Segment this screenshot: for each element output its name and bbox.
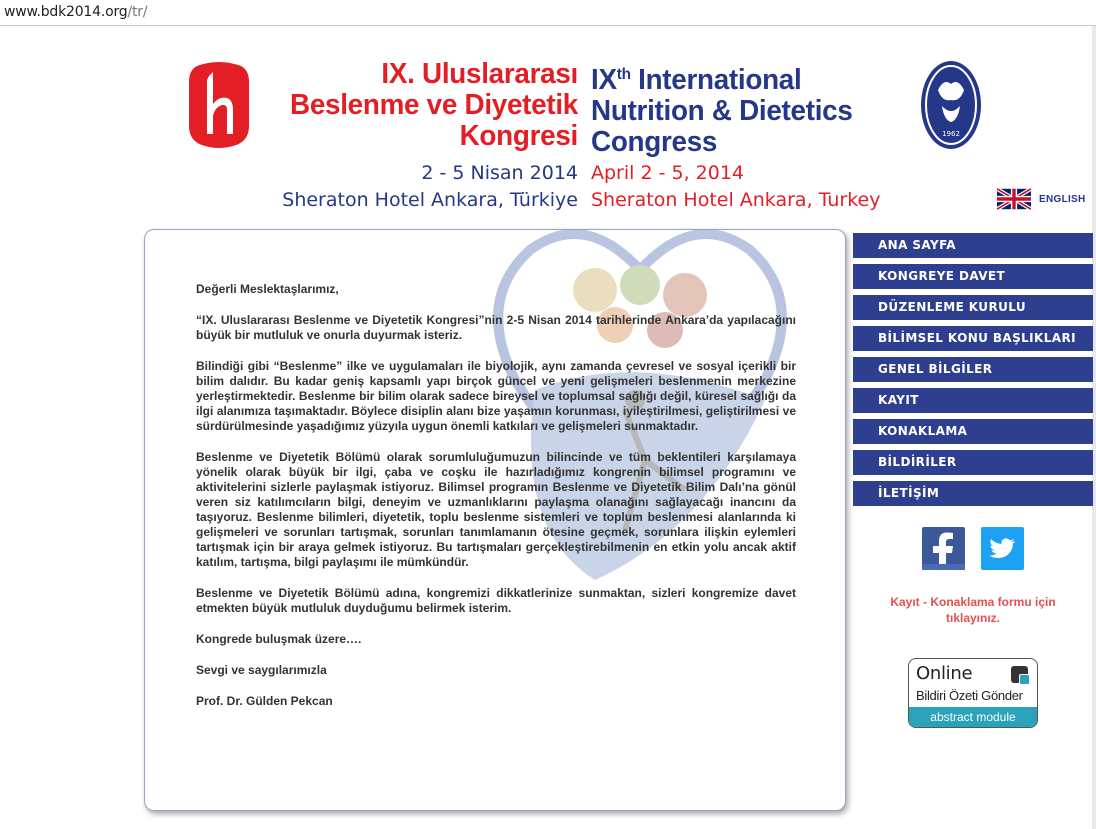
paragraph: Kongrede buluşmak üzere….	[196, 632, 362, 646]
paragraph: Bilindiği gibi “Beslenme” ilke ve uygulamaları ile biyolojik, aynı zamanda çevresel ve sosyal içerikli bir bilim dalıdır. Bu kadar geniş kapsamlı yapı birçok güncel ve yeni gelişmeleri beslenmenin merkezine yerleştirmektedir. Beslenme bir bilim olarak sadece bireysel ve toplumsal sağlığı değil, küresel sağlığı da ilgi alanımıza taşımaktadır. Böylece disiplin alanı bize yaşamın korunması, iyileştirilmesi, geliştirilmesi ve sürdürülmesinde yaşadığımız yüzyıla uygun önemli katkıları ve gelişmeleri sunmaktadır.	[196, 359, 796, 433]
nav-item-scientific-topics[interactable]: BİLİMSEL KONU BAŞLIKLARI	[853, 326, 1093, 351]
paragraph: Sevgi ve saygılarımızla	[196, 663, 327, 677]
uk-flag-icon	[997, 188, 1031, 210]
registration-form-link[interactable]: Kayıt - Konaklama formu için tıklayınız.	[890, 595, 1056, 625]
nav-item-committee[interactable]: DÜZENLEME KURULU	[853, 295, 1093, 320]
salutation: Değerli Meslektaşlarımız,	[196, 282, 339, 296]
paragraph: Beslenme ve Diyetetik Bölümü olarak sorumluluğumuzun bilincinde ve tüm beklentileri karşılamaya yönelik olarak büyük bir ilgi, çaba ve coşku ile hazırladığımız kongrenin bilimsel programını ve aktivitelerini sizlerle paylaşmak istiyoruz. Bilimsel programın Beslenme ve Diyetetik Bilim Dalı’na gönül veren siz katılımcıların bilgi, deneyim ve uzmanlıklarını paylaşma olanağını sağlayacağı inancını da taşıyoruz. Beslenme bilimleri, diyetetik, toplu beslenme sistemleri ve toplum beslenmesi alanlarında ki gelişmeleri ve sorunları tartışmak, sorunları tanımlamanın ötesine geçmek, sorunlara ilişkin eylemleri tartışmak için bir araya gelmek istiyoruz. Bu tartışmaları gerçekleştirebilmenin en etkin yolu ancak aktif katılım, tartışma, bilgi paylaşımı ile mümkündür.	[196, 450, 796, 569]
letter-text	[196, 282, 796, 725]
congress-title-turkish: IX. Uluslararası Beslenme ve Diyetetik Kongresi	[290, 58, 578, 152]
nav-item-registration[interactable]: KAYIT	[853, 388, 1093, 413]
svg-text:1962: 1962	[942, 130, 960, 138]
paragraph: Beslenme ve Diyetetik Bölümü adına, kongremizi dikkatlerinize sunmaktan, sizleri kongremize davet etmekten büyük mutluluk duyduğumu belirmek isterim.	[196, 586, 796, 615]
nav-item-accommodation[interactable]: KONAKLAMA	[853, 419, 1093, 444]
main-navigation	[853, 233, 1093, 512]
welcome-letter-panel	[144, 229, 846, 811]
english-link-label: ENGLISH	[1039, 193, 1086, 205]
twitter-icon[interactable]	[981, 527, 1024, 570]
nav-item-invitation[interactable]: KONGREYE DAVET	[853, 264, 1093, 289]
online-abstract-submission-button[interactable]	[908, 658, 1038, 728]
hacettepe-logo	[189, 60, 249, 148]
department-seal-logo	[920, 60, 982, 150]
nav-item-contact[interactable]: İLETİŞİM	[853, 481, 1093, 506]
nav-item-abstracts[interactable]: BİLDİRİLER	[853, 450, 1093, 475]
abstract-module-label: abstract module	[909, 707, 1037, 727]
facebook-icon[interactable]	[922, 527, 965, 570]
url-text[interactable]: www.bdk2014.org/tr/	[4, 4, 148, 20]
nav-item-home[interactable]: ANA SAYFA	[853, 233, 1093, 258]
paragraph: “IX. Uluslararası Beslenme ve Diyetetik Kongresi”nin 2-5 Nisan 2014 tarihlerinde Ankara’da yapılacağını büyük bir mutluluk ve onurla duyurmak isteriz.	[196, 313, 796, 342]
signature: Prof. Dr. Gülden Pekcan	[196, 694, 333, 708]
address-bar[interactable]	[0, 0, 1096, 26]
date-venue-english: April 2 - 5, 2014 Sheraton Hotel Ankara, Turkey	[591, 162, 881, 211]
online-label: Online	[916, 663, 973, 684]
congress-title-english: IXth International Nutrition & Dietetics Congress	[591, 64, 853, 158]
date-venue-turkish: 2 - 5 Nisan 2014 Sheraton Hotel Ankara, Türkiye	[282, 162, 578, 211]
english-language-link[interactable]	[997, 188, 1086, 210]
abstract-module-logo-icon	[1011, 666, 1028, 683]
submit-abstract-label: Bildiri Özeti Gönder	[916, 688, 1023, 703]
social-links	[922, 527, 1024, 570]
nav-item-general-info[interactable]: GENEL BİLGİLER	[853, 357, 1093, 382]
